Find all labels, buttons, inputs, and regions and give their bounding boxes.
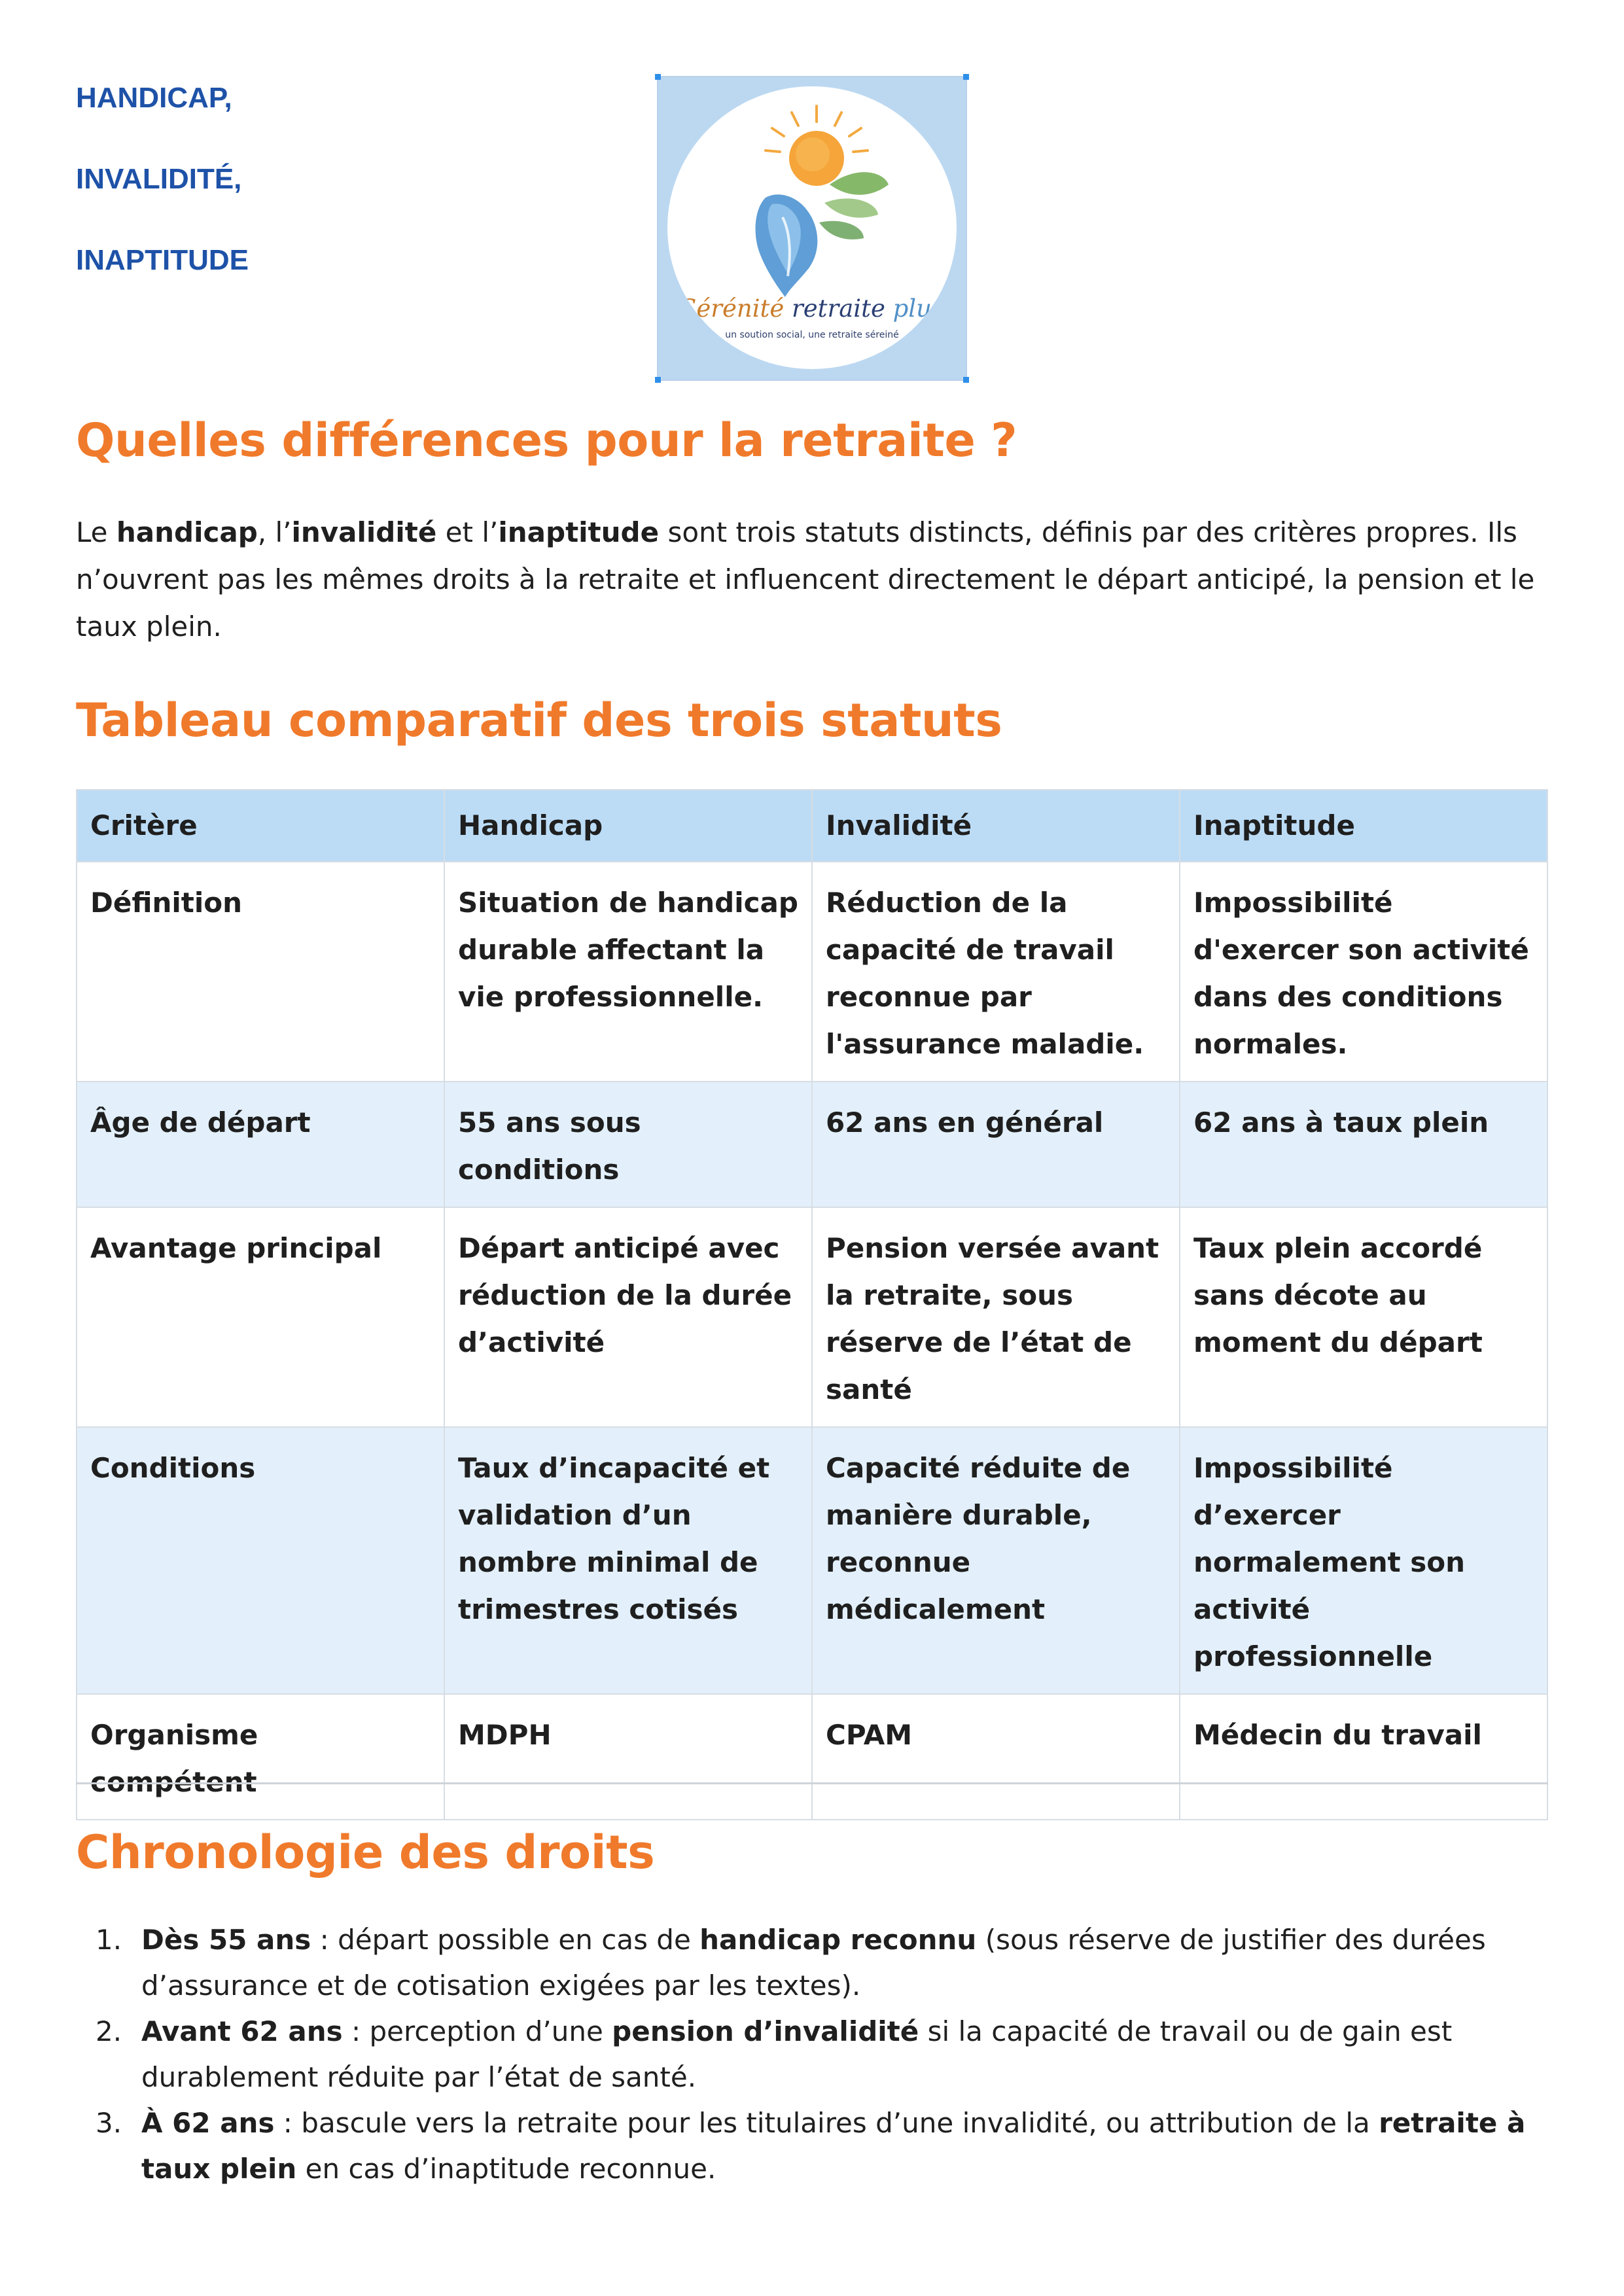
logo-hand-sun-icon — [667, 86, 957, 369]
selection-handle[interactable] — [655, 377, 661, 383]
table-header-cell: Handicap — [444, 790, 812, 862]
header-links — [76, 77, 249, 321]
intro-bold-term: inaptitude — [498, 516, 660, 548]
table-row — [77, 1207, 1547, 1427]
table-header-cell: Inaptitude — [1180, 790, 1547, 862]
table-cell: Avantage principal — [77, 1207, 444, 1427]
header-link-handicap[interactable]: HANDICAP, — [76, 82, 232, 114]
intro-text: , l’ — [257, 516, 292, 548]
list-text: (sous réserve de justifier des durées d’assurance et de cotisation exigées par les textes). — [141, 1924, 1486, 2002]
chronology-list — [76, 1917, 1548, 2192]
table-header-row — [77, 790, 1547, 862]
table-cell: Conditions — [77, 1427, 444, 1694]
table-cell: 62 ans en général — [812, 1082, 1180, 1207]
table-cell: 55 ans sous conditions — [444, 1082, 812, 1207]
list-number: 2. — [96, 2015, 122, 2047]
intro-text: Le — [76, 516, 116, 548]
table-row — [77, 1427, 1547, 1694]
list-number: 3. — [96, 2107, 122, 2139]
table-header-cell: Invalidité — [812, 790, 1180, 862]
intro-text: et l’ — [436, 516, 499, 548]
section-divider — [76, 1782, 1548, 1784]
table-cell: Médecin du travail — [1180, 1694, 1547, 1820]
intro-bold-term: invalidité — [291, 516, 437, 548]
list-bold-text: handicap reconnu — [699, 1924, 977, 1956]
table-cell: MDPH — [444, 1694, 812, 1820]
list-bold-text: retraite à taux plein — [141, 2107, 1526, 2185]
table-cell: Situation de handicap durable affectant la vie professionnelle. — [444, 862, 812, 1082]
list-text: : départ possible en cas de — [311, 1924, 700, 1956]
header-link-invalidite[interactable]: INVALIDITÉ, — [76, 163, 242, 195]
table-cell: CPAM — [812, 1694, 1180, 1820]
list-text: : perception d’une — [342, 2015, 612, 2047]
table-cell: Taux plein accordé sans décote au moment du départ — [1180, 1207, 1547, 1427]
table-cell: Taux d’incapacité et validation d’un nombre minimal de trimestres cotisés — [444, 1427, 812, 1694]
list-text: en cas d’inaptitude reconnue. — [296, 2153, 716, 2185]
table-header-cell: Critère — [77, 790, 444, 862]
selection-handle[interactable] — [655, 74, 661, 80]
list-item — [76, 2100, 1548, 2192]
list-item — [76, 2009, 1548, 2100]
list-text: si la capacité de travail ou de gain est durablement réduite par l’état de santé. — [141, 2015, 1453, 2093]
table-cell: Pension versée avant la retraite, sous réserve de l’état de santé — [812, 1207, 1180, 1427]
table-cell: Définition — [77, 862, 444, 1082]
list-text: : bascule vers la retraite pour les titulaires d’une invalidité, ou attribution de la — [274, 2107, 1379, 2139]
table-cell: Impossibilité d'exercer son activité dans des conditions normales. — [1180, 862, 1547, 1082]
table-cell: 62 ans à taux plein — [1180, 1082, 1547, 1207]
header-link-inaptitude[interactable]: INAPTITUDE — [76, 244, 249, 276]
intro-bold-term: handicap — [116, 516, 258, 548]
logo-tagline: un soution social, une retraite séreiné — [725, 330, 899, 340]
logo-circle — [667, 86, 957, 369]
table-cell: Âge de départ — [77, 1082, 444, 1207]
logo-brand-text: Sérénité retraite plus — [680, 294, 944, 323]
section-title-tableau: Tableau comparatif des trois statuts — [76, 694, 1002, 747]
section-title-chronologie: Chronologie des droits — [76, 1826, 655, 1879]
list-item — [76, 1917, 1548, 2009]
table-row — [77, 862, 1547, 1082]
list-bold-text: Avant 62 ans — [141, 2015, 343, 2047]
list-bold-text: Dès 55 ans — [141, 1924, 311, 1956]
table-row — [77, 1082, 1547, 1207]
table-cell: Impossibilité d’exercer normalement son activité professionnelle — [1180, 1427, 1547, 1694]
list-bold-text: À 62 ans — [141, 2107, 275, 2139]
table-row — [77, 1694, 1547, 1820]
table-cell: Organisme compétent — [77, 1694, 444, 1820]
selection-handle[interactable] — [963, 377, 969, 383]
comparison-table — [76, 789, 1548, 1820]
list-number: 1. — [96, 1924, 122, 1956]
selection-handle[interactable] — [963, 74, 969, 80]
table-cell: Réduction de la capacité de travail reconnue par l'assurance maladie. — [812, 862, 1180, 1082]
intro-text: sont trois statuts distincts, définis par des critères propres. Ils n’ouvrent pas les mêmes droits à la retraite et influencent directement le départ anticipé, la pension et le taux plein. — [76, 516, 1535, 643]
logo-image[interactable] — [657, 76, 967, 381]
table-cell: Capacité réduite de manière durable, reconnue médicalement — [812, 1427, 1180, 1694]
section-title-differences: Quelles différences pour la retraite ? — [76, 414, 1017, 467]
intro-paragraph — [76, 509, 1555, 650]
table-cell: Départ anticipé avec réduction de la durée d’activité — [444, 1207, 812, 1427]
list-bold-text: pension d’invalidité — [612, 2015, 919, 2047]
